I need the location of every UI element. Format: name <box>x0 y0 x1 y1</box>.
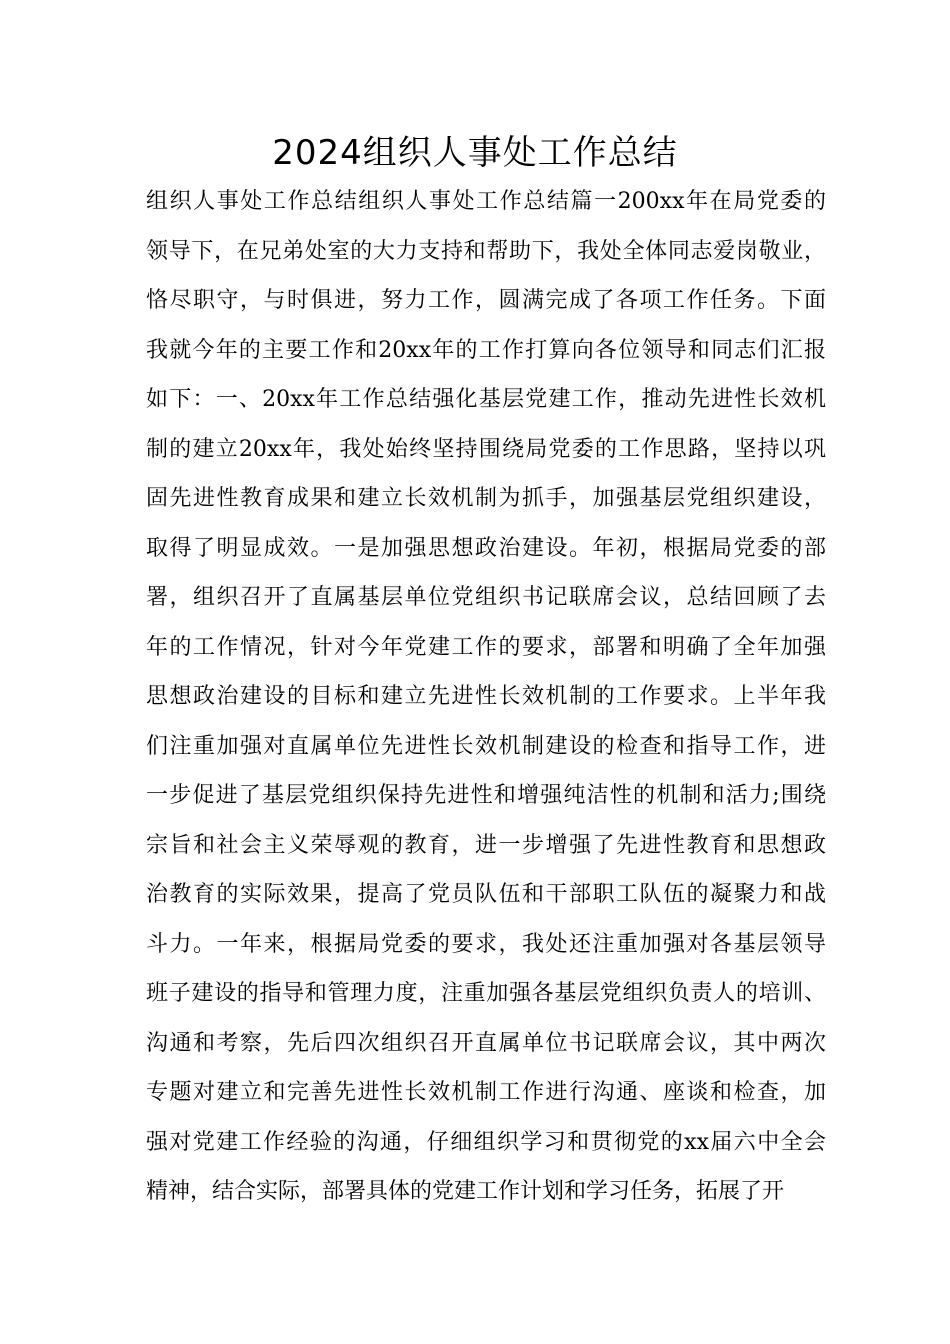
body-line: 们注重加强对直属单位先进性长效机制建设的检查和指导工作，进 <box>146 733 826 759</box>
body-line: 领导下，在兄弟处室的大力支持和帮助下，我处全体同志爱岗敬业， <box>146 238 826 264</box>
body-line: 固先进性教育成果和建立长效机制为抓手，加强基层党组织建设， <box>146 486 826 511</box>
body-line: 思想政治建设的目标和建立先进性长效机制的工作要求。上半年我 <box>146 684 826 709</box>
body-line: 沟通和考察，先后四次组织召开直属单位书记联席会议，其中两次 <box>146 1030 826 1056</box>
body-line: 我就今年的主要工作和20xx年的工作打算向各位领导和同志们汇报 <box>146 337 826 363</box>
body-line: 组织人事处工作总结组织人事处工作总结篇一200xx年在局党委的 <box>146 189 826 214</box>
body-line: 强对党建工作经验的沟通，仔细组织学习和贯彻党的xx届六中全会 <box>146 1129 826 1155</box>
body-line: 制的建立20xx年，我处始终坚持围绕局党委的工作思路，坚持以巩 <box>146 436 826 462</box>
body-line: 治教育的实际效果，提高了党员队伍和干部职工队伍的凝聚力和战 <box>146 882 826 907</box>
body-line: 如下：一、20xx年工作总结强化基层党建工作，推动先进性长效机 <box>146 387 826 412</box>
body-line: 一步促进了基层党组织保持先进性和增强纯洁性的机制和活力;围绕 <box>146 783 826 808</box>
body-line: 取得了明显成效。一是加强思想政治建设。年初，根据局党委的部 <box>146 535 826 561</box>
document-body <box>146 182 826 1222</box>
body-line: 署，组织召开了直属基层单位党组织书记联席会议，总结回顾了去 <box>146 585 826 610</box>
body-line: 宗旨和社会主义荣辱观的教育，进一步增强了先进性教育和思想政 <box>146 832 826 858</box>
body-line: 精神，结合实际，部署具体的党建工作计划和学习任务，拓展了开 <box>146 1179 785 1204</box>
body-line: 专题对建立和完善先进性长效机制工作进行沟通、座谈和检查，加 <box>146 1080 826 1105</box>
body-line: 年的工作情况，针对今年党建工作的要求，部署和明确了全年加强 <box>146 634 826 660</box>
body-line: 斗力。一年来，根据局党委的要求，我处还注重加强对各基层领导 <box>146 931 826 957</box>
body-line: 恪尽职守，与时俱进，努力工作，圆满完成了各项工作任务。下面 <box>146 288 826 313</box>
body-line: 班子建设的指导和管理力度，注重加强各基层党组织负责人的培训、 <box>146 981 826 1006</box>
document-title: 2024组织人事处工作总结 <box>272 133 678 173</box>
